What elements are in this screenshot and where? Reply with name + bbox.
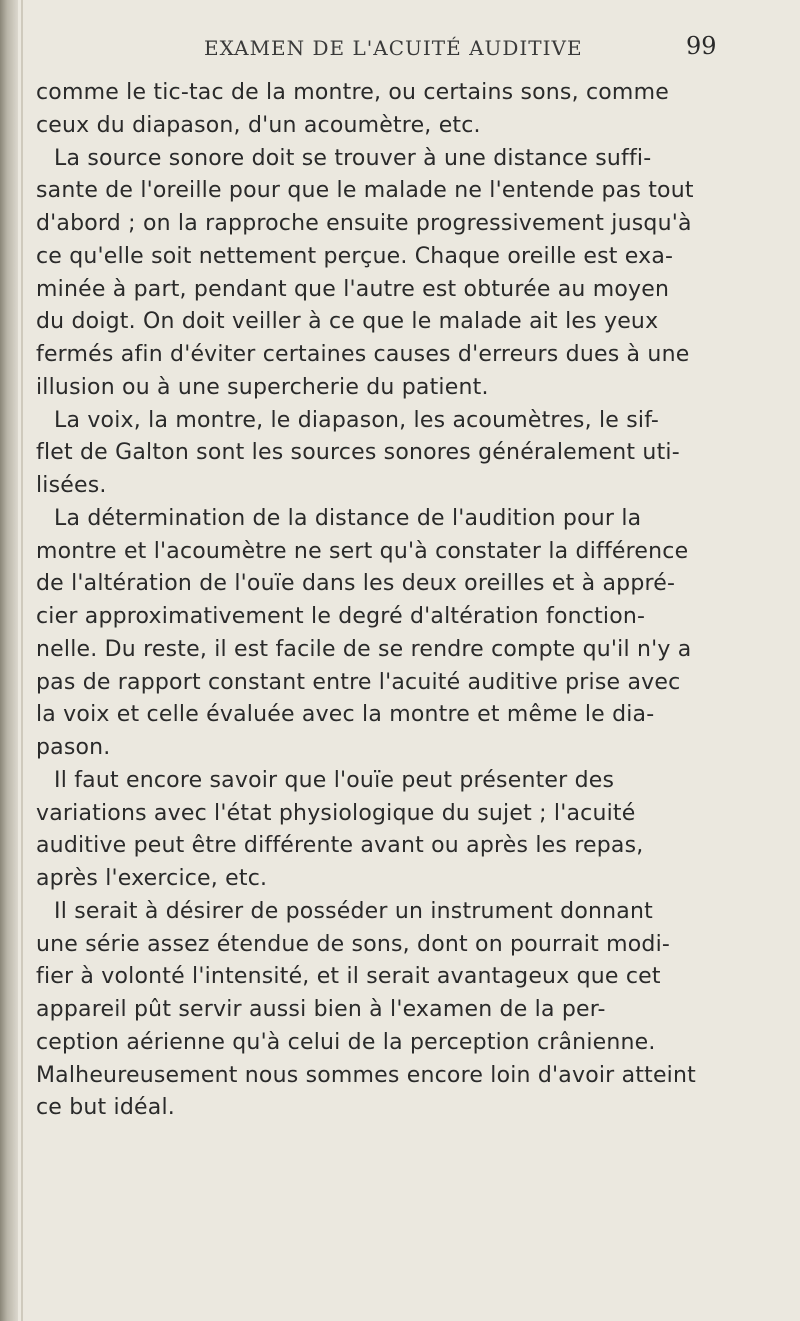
page-gutter [0, 0, 18, 1321]
text-line: variations avec l'état physiologique du sujet ; l'acuité [36, 800, 636, 826]
text-line: Il serait à désirer de posséder un instrument donnant [54, 898, 653, 924]
text-line: appareil pût servir aussi bien à l'examen de la per- [36, 997, 606, 1022]
text-line: une série assez étendue de sons, dont on pourrait modi- [36, 931, 671, 957]
text-line: de l'altération de l'ouïe dans les deux oreilles et à appré- [36, 571, 676, 597]
text-line: nelle. Du reste, il est facile de se rendre compte qu'il n'y a [36, 636, 692, 662]
text-line: sante de l'oreille pour que le malade ne l'entende pas tout [36, 178, 694, 204]
running-title: EXAMEN DE L'ACUITÉ AUDITIVE [204, 36, 583, 60]
text-line: auditive peut être différente avant ou après les repas, [36, 833, 644, 859]
page-gutter-edge [21, 0, 23, 1321]
text-line: ception aérienne qu'à celui de la perception crânienne. [36, 1029, 656, 1055]
text-line: La source sonore doit se trouver à une distance suffi- [54, 145, 652, 171]
text-line: cier approximativement le degré d'altération fonction- [36, 604, 646, 629]
text-line: illusion ou à une supercherie du patient. [36, 374, 489, 400]
text-line: Il faut encore savoir que l'ouïe peut présenter des [54, 767, 615, 793]
page-header [0, 32, 800, 66]
text-line: fier à volonté l'intensité, et il serait avantageux que cet [36, 964, 661, 990]
text-line: la voix et celle évaluée avec la montre et même le dia- [36, 702, 655, 728]
text-line: Malheureusement nous sommes encore loin d'avoir atteint [36, 1062, 696, 1088]
text-line: ce but idéal. [36, 1095, 175, 1121]
text-line: ce qu'elle soit nettement perçue. Chaque oreille est exa- [36, 243, 674, 269]
text-line: minée à part, pendant que l'autre est obturée au moyen [36, 276, 670, 302]
text-line: La détermination de la distance de l'audition pour la [54, 505, 642, 531]
text-line: fermés afin d'éviter certaines causes d'erreurs dues à une [36, 342, 690, 367]
text-line: montre et l'acoumètre ne sert qu'à constater la différence [36, 538, 689, 564]
body-text [36, 77, 756, 1125]
text-line: ceux du diapason, d'un acoumètre, etc. [36, 112, 481, 138]
text-line: lisées. [36, 473, 107, 498]
text-line: flet de Galton sont les sources sonores généralement uti- [36, 440, 680, 466]
text-line: après l'exercice, etc. [36, 866, 268, 891]
text-line: d'abord ; on la rapproche ensuite progressivement jusqu'à [36, 211, 692, 236]
text-line: comme le tic-tac de la montre, ou certains sons, comme [36, 80, 669, 105]
page-number: 99 [686, 32, 717, 60]
text-line: du doigt. On doit veiller à ce que le malade ait les yeux [36, 309, 659, 335]
text-line: pas de rapport constant entre l'acuité auditive prise avec [36, 669, 681, 695]
text-line: pason. [36, 735, 111, 760]
text-line: La voix, la montre, le diapason, les acoumètres, le sif- [54, 407, 660, 433]
